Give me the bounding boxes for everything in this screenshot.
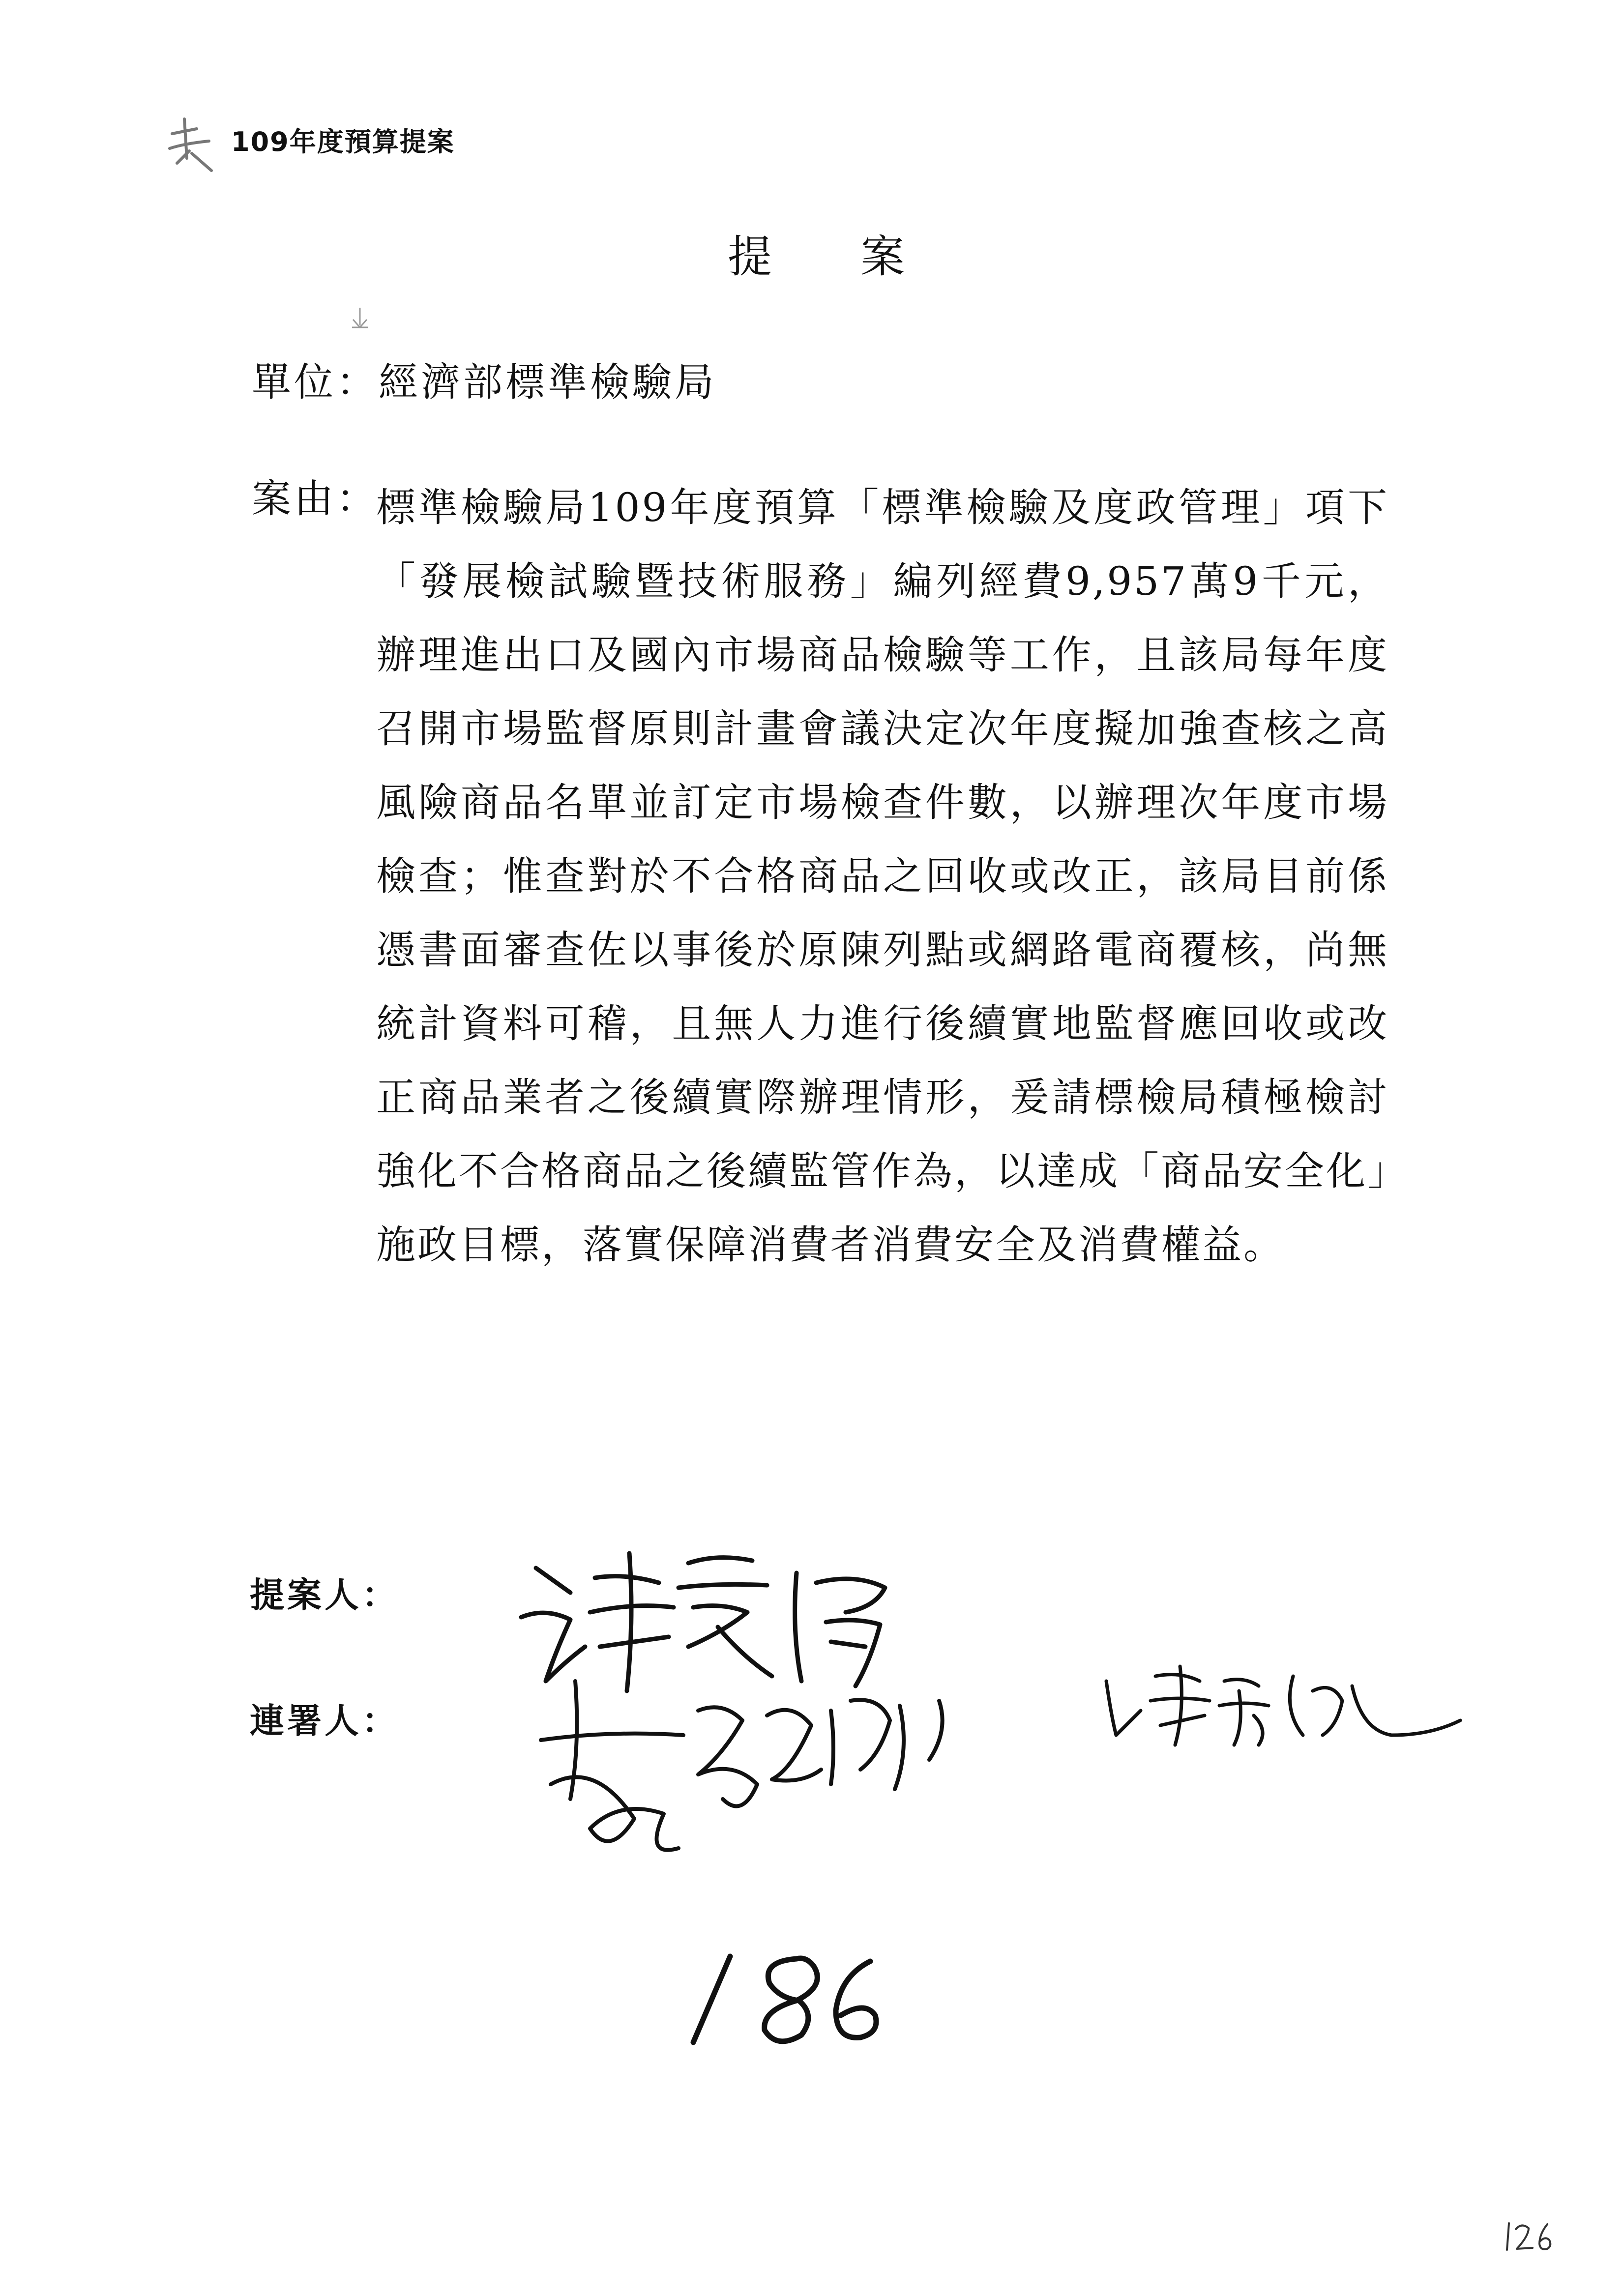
header-title: 109年度預算提案 <box>231 126 455 157</box>
small-mark <box>350 306 370 335</box>
cosigner-signature-1 <box>536 1671 1077 1878</box>
unit-value: 經濟部標準檢驗局 <box>379 359 717 405</box>
unit-row <box>252 359 717 405</box>
document-title: 提案 <box>728 231 993 283</box>
page-number <box>1502 2219 1556 2254</box>
reason-text: 標準檢驗局109年度預算「標準檢驗及度政管理」項下「發展檢試驗暨技術服務」編列經費9,957萬9千元，辦理進出口及國內市場商品檢驗等工作，且該局每年度召開市場監督原則計畫會議決定次年度擬加強查核之高風險商品名單並訂定市場檢查件數，以辦理次年度市場檢查；惟查對於不合格商品之回收或改正，該局目前係憑書面審查佐以事後於原陳列點或網路電商覆核，尚無統計資料可稽，且無人力進行後續實地監督應回收或改正商品業者之後續實際辦理情形，爰請標檢局積極檢討強化不合格商品之後續監管作為，以達成「商品安全化」施政目標，落實保障消費者消費安全及消費權益。 <box>376 485 1389 1268</box>
handwritten-number <box>683 1947 890 2050</box>
handwritten-mark <box>162 114 226 178</box>
reason-label: 案由： <box>252 476 379 522</box>
cosigner-label: 連署人： <box>250 1701 399 1741</box>
unit-label: 單位： <box>252 359 379 405</box>
cosigner-signature-2 <box>1096 1661 1470 1750</box>
proposer-label: 提案人： <box>250 1575 399 1615</box>
